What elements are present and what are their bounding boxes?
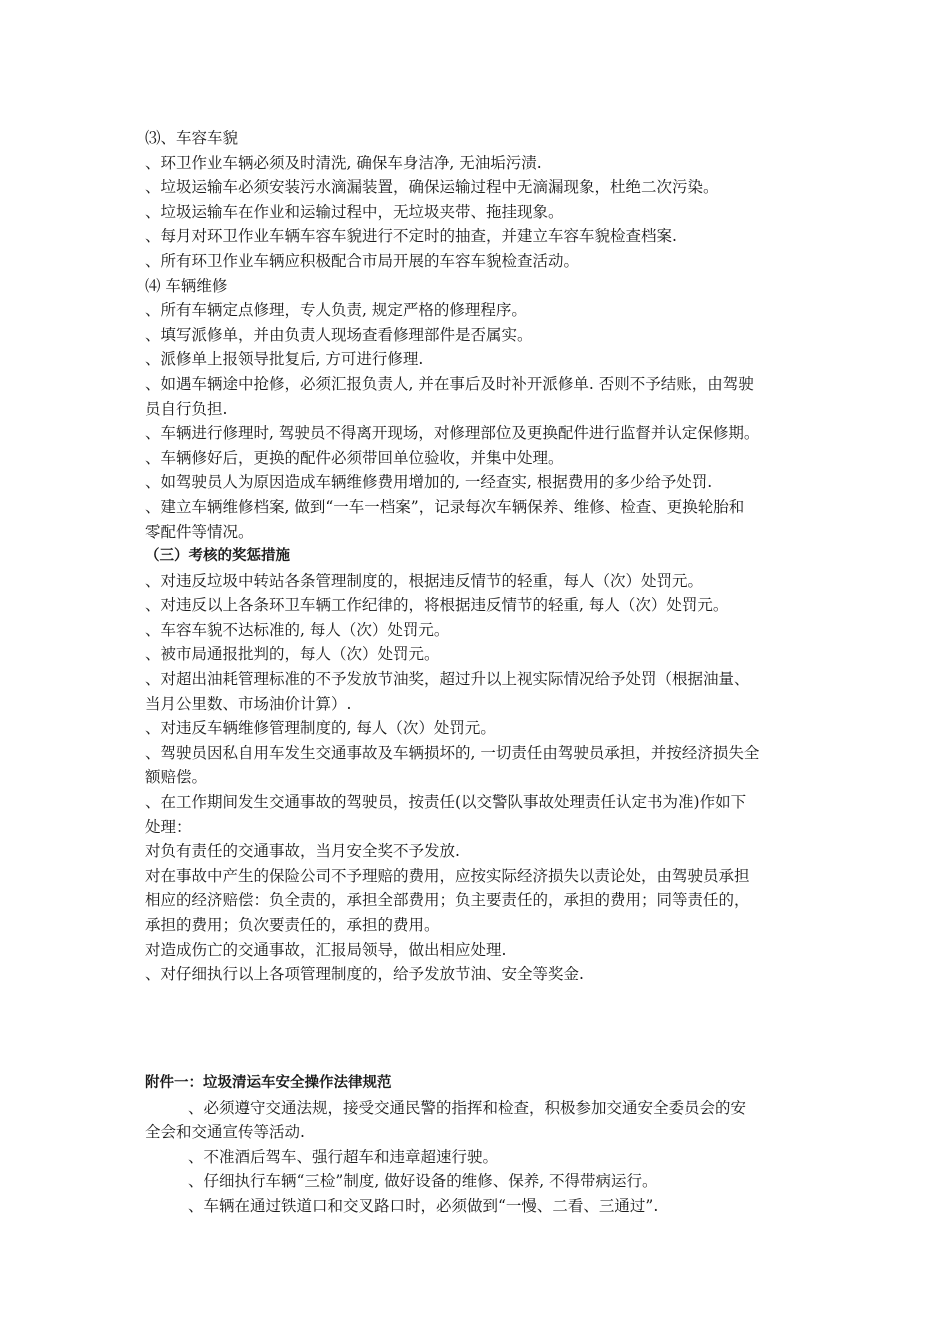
text-line: 、如遇车辆途中抢修，必须汇报负责人, 并在事后及时补开派修单. 否则不予结账，由驾驶 bbox=[145, 374, 754, 393]
appendix-item: 、不准酒后驾车、强行超车和违章超速行驶。 bbox=[188, 1147, 499, 1166]
text-line: 、车容车貌不达标准的, 每人（次）处罚元。 bbox=[145, 620, 450, 639]
appendix-one bbox=[145, 1071, 815, 1219]
text-line: 对在事故中产生的保险公司不予理赔的费用，应按实际经济损失以责论处，由驾驶员承担 bbox=[145, 866, 750, 885]
text-line: 、在工作期间发生交通事故的驾驶员，按责任(以交警队事故处理责任认定书为准)作如下 bbox=[145, 793, 747, 812]
text-line: ⑶、车容车貌 bbox=[145, 129, 239, 147]
appendix-items bbox=[145, 1096, 815, 1219]
text-line: 、对违反垃圾中转站各条管理制度的，根据违反情节的轻重，每人（次）处罚元。 bbox=[145, 571, 704, 590]
text-line: 零配件等情况。 bbox=[145, 522, 254, 541]
text-line: 、每月对环卫作业车辆车容车貌进行不定时的抽查，并建立车容车貌检查档案. bbox=[145, 227, 677, 246]
text-line: 、所有车辆定点修理，专人负责, 规定严格的修理程序。 bbox=[145, 301, 527, 320]
text-line: 、对违反车辆维修管理制度的, 每人（次）处罚元。 bbox=[145, 719, 496, 738]
appendix-heading: 附件一：垃圾清运车安全操作法律规范 bbox=[145, 1075, 392, 1091]
section-rewards-penalties bbox=[145, 569, 815, 987]
appendix-item: 全会和交通宣传等活动. bbox=[145, 1123, 305, 1142]
appendix-item: 、仔细执行车辆“三检”制度, 做好设备的维修、保养, 不得带病运行。 bbox=[188, 1172, 658, 1191]
text-line: 、车辆进行修理时, 驾驶员不得离开现场，对修理部位及更换配件进行监督并认定保修期。 bbox=[145, 424, 760, 443]
text-line: 、车辆修好后，更换的配件必须带回单位验收，并集中处理。 bbox=[145, 448, 564, 467]
text-line: ⑷ 车辆维修 bbox=[145, 276, 228, 295]
text-line: 、派修单上报领导批复后, 方可进行修理. bbox=[145, 350, 424, 369]
section-heading: （三）考核的奖惩措施 bbox=[145, 548, 290, 565]
text-line: 、垃圾运输车必须安装污水滴漏装置，确保运输过程中无滴漏现象，杜绝二次污染。 bbox=[145, 178, 719, 197]
text-line: 、建立车辆维修档案, 做到“一车一档案”，记录每次车辆保养、维修、检查、更换轮胎和 bbox=[145, 497, 745, 516]
text-line: 、垃圾运输车在作业和运输过程中，无垃圾夹带、拖挂现象。 bbox=[145, 202, 564, 221]
text-line: 、对仔细执行以上各项管理制度的，给予发放节油、安全等奖金. bbox=[145, 965, 584, 984]
text-line: 、驾驶员因私自用车发生交通事故及车辆损坏的, 一切责任由驾驶员承担，并按经济损失全 bbox=[145, 743, 760, 762]
text-line: 、对超出油耗管理标准的不予发放节油奖，超过升以上视实际情况给予处罚（根据油量、 bbox=[145, 670, 750, 689]
text-line: 额赔偿。 bbox=[145, 768, 208, 787]
text-line: 当月公里数、市场油价计算）. bbox=[145, 694, 352, 713]
text-line: 承担的费用；负次要责任的，承担的费用。 bbox=[145, 916, 440, 934]
text-line: 对负有责任的交通事故，当月安全奖不予发放. bbox=[145, 842, 460, 861]
text-line: 、填写派修单，并由负责人现场查看修理部件是否属实。 bbox=[145, 325, 533, 344]
appendix-item: 、车辆在通过铁道口和交叉路口时，必须做到“一慢、二看、三通过”. bbox=[188, 1196, 659, 1215]
appendix-item: 、必须遵守交通法规，接受交通民警的指挥和检查，积极参加交通安全委员会的安 bbox=[188, 1098, 747, 1117]
text-line: 、所有环卫作业车辆应积极配合市局开展的车容车貌检查活动。 bbox=[145, 251, 580, 270]
text-line: 处理： bbox=[145, 817, 192, 836]
text-line: 、被市局通报批判的，每人（次）处罚元。 bbox=[145, 645, 440, 664]
document-body bbox=[145, 126, 815, 987]
text-line: 相应的经济赔偿：负全责的，承担全部费用；负主要责任的，承担的费用；同等责任的， bbox=[145, 891, 750, 910]
text-line: 、对违反以上各条环卫车辆工作纪律的，将根据违反情节的轻重, 每人（次）处罚元。 bbox=[145, 596, 729, 615]
text-line: 、环卫作业车辆必须及时清洗, 确保车身洁净, 无油垢污渍. bbox=[145, 153, 542, 172]
text-line: 员自行负担. bbox=[145, 399, 228, 418]
text-line: 对造成伤亡的交通事故，汇报局领导，做出相应处理. bbox=[145, 940, 507, 959]
text-line: 、如驾驶员人为原因造成车辆维修费用增加的, 一经查实, 根据费用的多少给予处罚. bbox=[145, 473, 713, 492]
section-vehicle-rules bbox=[145, 126, 815, 544]
